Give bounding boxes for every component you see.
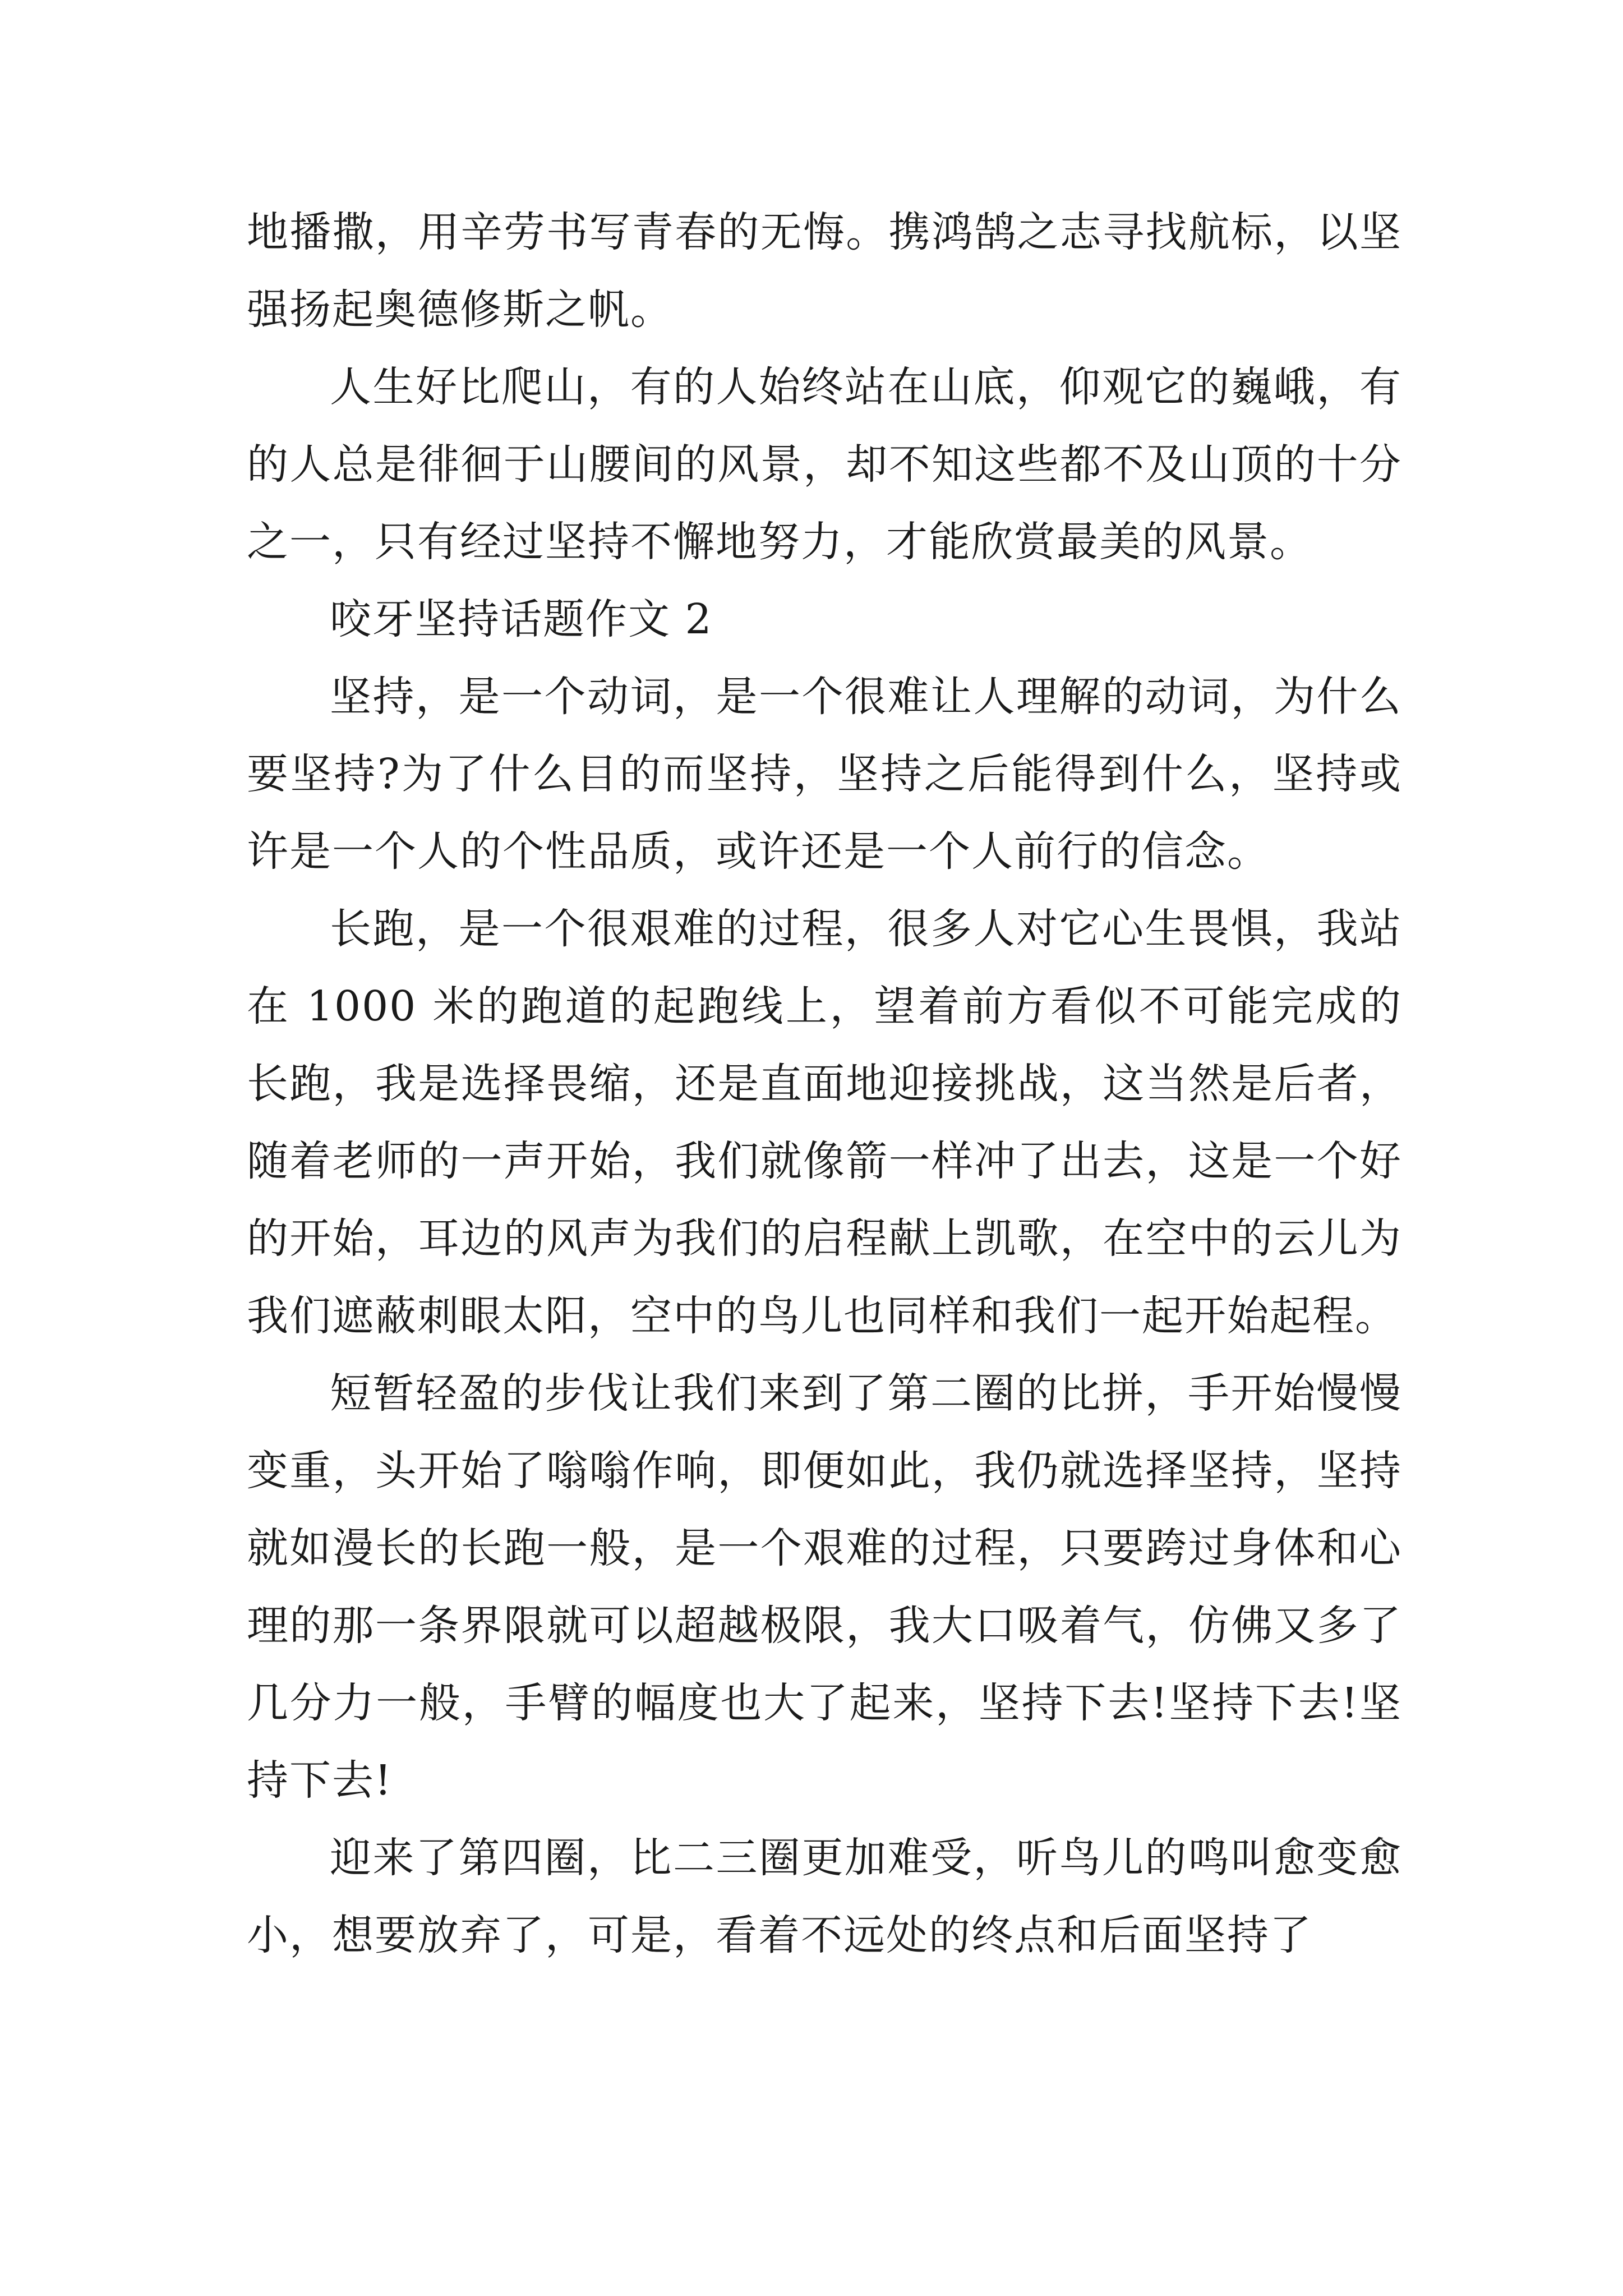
paragraph-4: 长跑，是一个很艰难的过程，很多人对它心生畏惧，我站在 1000 米的跑道的起跑线上，望着前方看似不可能完成的长跑，我是选择畏缩，还是直面地迎接挑战，这当然是后者，随着老师的一声开始，我们就像箭一样冲了出去，这是一个好的开始，耳边的风声为我们的启程献上凯歌，在空中的云儿为我们遮蔽刺眼太阳，空中的鸟儿也同样和我们一起开始起程。	[247, 905, 1402, 1340]
paragraph-3: 坚持，是一个动词，是一个很难让人理解的动词，为什么要坚持?为了什么目的而坚持，坚持之后能得到什么，坚持或许是一个人的个性品质，或许还是一个人前行的信念。	[247, 673, 1402, 876]
paragraph-1: 地播撒，用辛劳书写青春的无悔。携鸿鹄之志寻找航标，以坚强扬起奥德修斯之帆。	[247, 208, 1402, 334]
paragraph-5: 短暂轻盈的步伐让我们来到了第二圈的比拼，手开始慢慢变重，头开始了嗡嗡作响，即便如此，我仍就选择坚持，坚持就如漫长的长跑一般，是一个艰难的过程，只要跨过身体和心理的那一条界限就可以超越极限，我大口吸着气，仿佛又多了几分力一般，手臂的幅度也大了起来，坚持下去!坚持下去!坚持下去!	[247, 1369, 1402, 1805]
essay-title: 咬牙坚持话题作文 2	[330, 595, 713, 643]
paragraph-6: 迎来了第四圈，比二三圈更加难受，听鸟儿的鸣叫愈变愈小，想要放弃了，可是，看着不远处的终点和后面坚持了	[247, 1834, 1402, 1959]
paragraph-2: 人生好比爬山，有的人始终站在山底，仰观它的巍峨，有的人总是徘徊于山腰间的风景，却不知这些都不及山顶的十分之一，只有经过坚持不懈地努力，才能欣赏最美的风景。	[247, 363, 1402, 566]
document-body	[247, 194, 1402, 1974]
